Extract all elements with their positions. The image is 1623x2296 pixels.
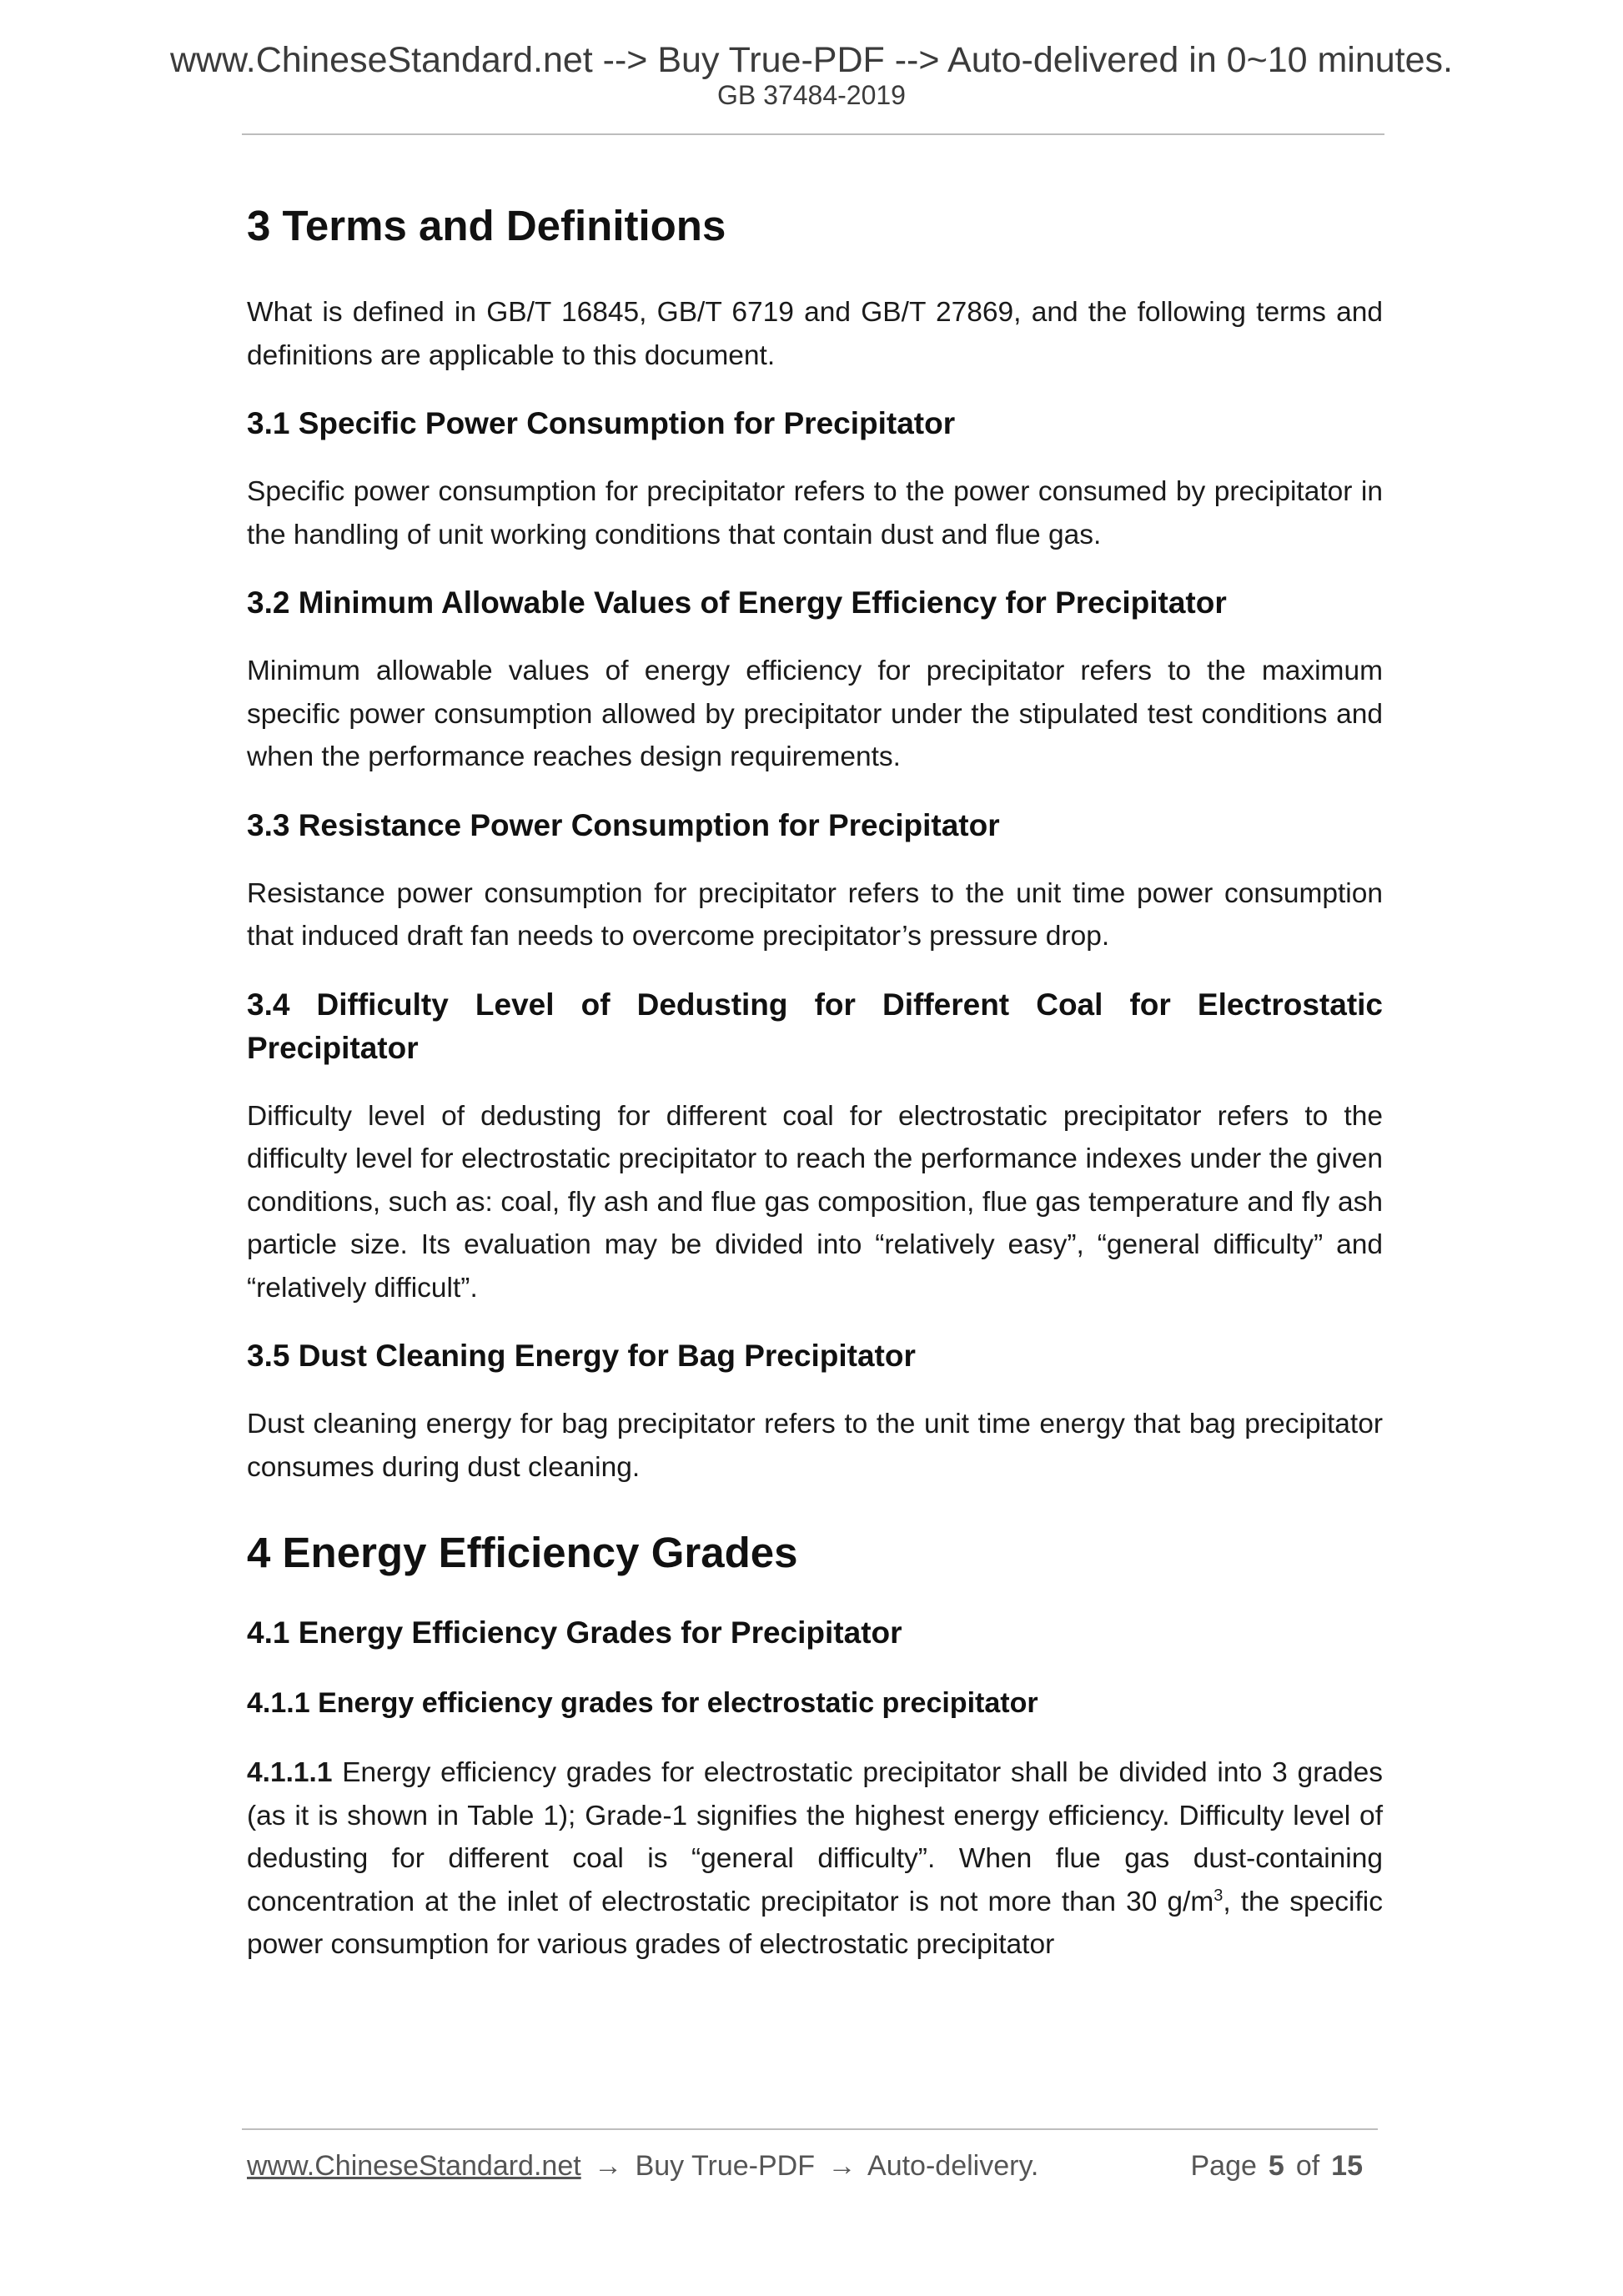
section-3-intro: What is defined in GB/T 16845, GB/T 6719 and GB/T 27869, and the following terms and definitions are applicable to this document.: [247, 297, 1383, 371]
section-3-2-title: 3.2 Minimum Allowable Values of Energy Efficiency for Precipitator: [247, 585, 1227, 620]
section-3-4-text: Difficulty level of dedusting for different coal for electrostatic precipitator refers to the difficulty level for electrostatic precipitator to reach the performance indexes under the given conditions, such as: coal, fly ash and flue gas composition, flue gas temperature and fly ash particle size. Its evaluation may be divided into “relatively easy”, “general difficulty” and “relatively difficult”.: [247, 1100, 1383, 1304]
section-3-4-title: 3.4 Difficulty Level of Dedusting for Different Coal for Electrostatic Precipitator: [247, 987, 1383, 1065]
section-4-1-1-title: 4.1.1 Energy efficiency grades for electrostatic precipitator: [247, 1687, 1038, 1720]
page-content: [247, 200, 1383, 1967]
page-label: Page: [1190, 2150, 1257, 2182]
clause-number: 4.1.1.1: [247, 1757, 333, 1789]
footer-site-link[interactable]: www.ChineseStandard.net: [247, 2150, 581, 2182]
section-4-1-title: 4.1 Energy Efficiency Grades for Precipitator: [247, 1615, 902, 1650]
page-total: 15: [1331, 2150, 1363, 2182]
clause-text-a: Energy efficiency grades for electrostatic precipitator shall be divided into 3 grades (as it is shown in Table 1); Grade-1 signifies the highest energy efficiency. Difficulty level of dedusting for different coal is “general difficulty”. When flue gas dust-containing concentration at the inlet of electrostatic precipitator is not more than 30 g/m: [247, 1757, 1383, 1917]
section-3-title: 3 Terms and Definitions: [247, 202, 726, 249]
footer-delivery-text: Auto-delivery.: [867, 2150, 1039, 2182]
clause-text-b: , the specific power consumption for various grades of electrostatic precipitator: [247, 1886, 1383, 1961]
document-code: GB 37484-2019: [717, 80, 906, 110]
header-rule: [242, 133, 1384, 135]
section-3-5-text: Dust cleaning energy for bag precipitator refers to the unit time energy that bag precipitator consumes during dust cleaning.: [247, 1409, 1383, 1483]
superscript-3: 3: [1213, 1886, 1224, 1905]
page-footer: [247, 2150, 1383, 2183]
section-3-2-text: Minimum allowable values of energy efficiency for precipitator refers to the maximum specific power consumption allowed by precipitator under the stipulated test conditions and when the performance reaches design requirements.: [247, 656, 1383, 773]
section-3-5-title: 3.5 Dust Cleaning Energy for Bag Precipitator: [247, 1339, 916, 1374]
section-3-3-title: 3.3 Resistance Power Consumption for Precipitator: [247, 807, 1000, 842]
section-3-1-title: 3.1 Specific Power Consumption for Precipitator: [247, 406, 956, 441]
section-3-3-text: Resistance power consumption for precipitator refers to the unit time power consumption that induced draft fan needs to overcome precipitator’s pressure drop.: [247, 877, 1383, 952]
footer-buy-text: Buy True-PDF: [635, 2150, 815, 2182]
of-label: of: [1295, 2150, 1320, 2182]
arrow-right-icon: →: [594, 2150, 623, 2182]
footer-rule: [242, 2128, 1378, 2130]
top-banner[interactable]: www.ChineseStandard.net --> Buy True-PDF --> Auto-delivered in 0~10 minutes.: [169, 40, 1453, 80]
page-number: 5: [1268, 2150, 1284, 2182]
section-4-1-1-1-text: [247, 1751, 1383, 1967]
arrow-right-icon: →: [827, 2150, 857, 2182]
section-3-1-text: Specific power consumption for precipitator refers to the power consumed by precipitator in the handling of unit working conditions that contain dust and flue gas.: [247, 476, 1383, 550]
section-4-title: 4 Energy Efficiency Grades: [247, 1529, 798, 1577]
page-indicator: [1190, 2150, 1374, 2183]
